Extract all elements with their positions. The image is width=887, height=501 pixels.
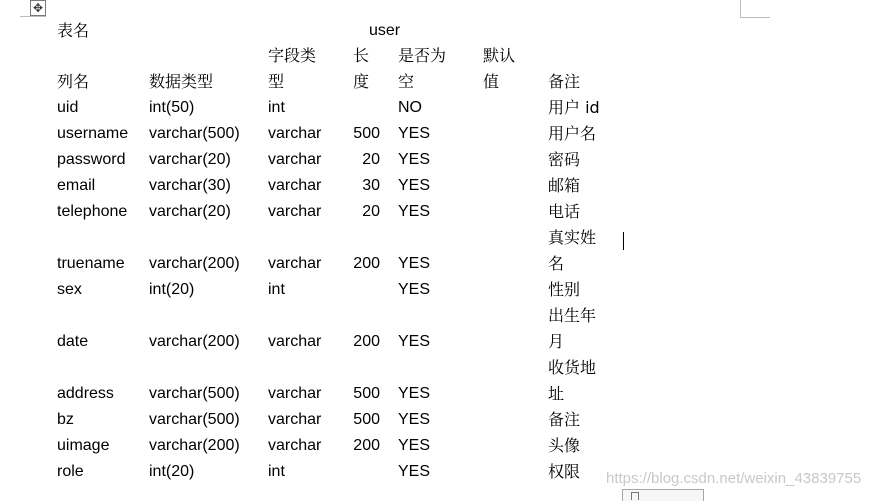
cell-length: 500 bbox=[353, 411, 380, 428]
cell-note: 用户名 bbox=[548, 124, 597, 143]
cell-column-name: role bbox=[57, 463, 84, 480]
cell-nullable: YES bbox=[398, 385, 431, 402]
cell-note-continued: 址 bbox=[548, 384, 565, 403]
cell-datatype: varchar(200) bbox=[149, 333, 240, 350]
cell-datatype: varchar(500) bbox=[149, 125, 240, 142]
cell-note: 性别 bbox=[548, 280, 581, 299]
cell-column-name: email bbox=[57, 177, 96, 194]
cell-nullable: YES bbox=[398, 281, 431, 298]
cell-nullable: YES bbox=[398, 463, 431, 480]
cell-note: 邮箱 bbox=[548, 176, 581, 195]
cell-nullable: NO bbox=[398, 99, 422, 116]
header-nullable-line1: 是否为 bbox=[398, 46, 447, 65]
table-name-label: 表名 bbox=[57, 21, 90, 40]
cell-column-name: username bbox=[57, 125, 129, 142]
cell-fieldtype: varchar bbox=[268, 203, 322, 220]
cell-datatype: varchar(30) bbox=[149, 177, 231, 194]
page-margin-marker bbox=[740, 0, 741, 17]
cell-datatype: int(50) bbox=[149, 99, 195, 116]
cell-datatype: varchar(500) bbox=[149, 385, 240, 402]
header-default-line2: 值 bbox=[483, 72, 500, 91]
cell-fieldtype: int bbox=[268, 463, 285, 480]
cell-datatype: varchar(500) bbox=[149, 411, 240, 428]
cell-fieldtype: varchar bbox=[268, 177, 322, 194]
cell-note: 密码 bbox=[548, 150, 581, 169]
cell-fieldtype: varchar bbox=[268, 125, 322, 142]
header-nullable-line2: 空 bbox=[398, 72, 415, 91]
cell-note: 真实姓 bbox=[548, 228, 597, 247]
cell-fieldtype: varchar bbox=[268, 437, 322, 454]
cell-fieldtype: int bbox=[268, 99, 285, 116]
cell-note: 用户 id bbox=[548, 98, 600, 117]
cell-note: 权限 bbox=[548, 462, 581, 481]
cell-note: 电话 bbox=[548, 202, 581, 221]
paste-options-icon[interactable] bbox=[622, 489, 704, 501]
cell-column-name: bz bbox=[57, 411, 74, 428]
cell-column-name: uid bbox=[57, 99, 79, 116]
cell-length: 500 bbox=[353, 385, 380, 402]
cell-nullable: YES bbox=[398, 333, 431, 350]
cell-fieldtype: varchar bbox=[268, 333, 322, 350]
cell-nullable: YES bbox=[398, 125, 431, 142]
cell-nullable: YES bbox=[398, 177, 431, 194]
header-datatype: 数据类型 bbox=[149, 72, 214, 91]
header-note: 备注 bbox=[548, 72, 581, 91]
cell-fieldtype: varchar bbox=[268, 411, 322, 428]
cell-nullable: YES bbox=[398, 437, 431, 454]
cell-column-name: sex bbox=[57, 281, 82, 298]
cell-column-name: telephone bbox=[57, 203, 128, 220]
cell-column-name: uimage bbox=[57, 437, 110, 454]
cell-fieldtype: int bbox=[268, 281, 285, 298]
table-move-handle-icon[interactable]: ✥ bbox=[30, 0, 46, 16]
cell-length: 200 bbox=[353, 437, 380, 454]
cell-note: 头像 bbox=[548, 436, 581, 455]
cell-note: 收货地 bbox=[548, 358, 597, 377]
table-name-value: user bbox=[369, 22, 401, 39]
cell-fieldtype: varchar bbox=[268, 255, 322, 272]
cell-length: 20 bbox=[362, 203, 380, 220]
cell-fieldtype: varchar bbox=[268, 385, 322, 402]
cell-datatype: varchar(200) bbox=[149, 255, 240, 272]
cell-column-name: date bbox=[57, 333, 89, 350]
cell-column-name: address bbox=[57, 385, 114, 402]
cell-datatype: int(20) bbox=[149, 281, 195, 298]
cell-datatype: int(20) bbox=[149, 463, 195, 480]
header-fieldtype-line1: 字段类 bbox=[268, 46, 317, 65]
header-length-line1: 长 bbox=[353, 46, 370, 65]
cell-datatype: varchar(20) bbox=[149, 151, 231, 168]
cell-nullable: YES bbox=[398, 255, 431, 272]
cell-column-name: truename bbox=[57, 255, 125, 272]
cell-note-continued: 名 bbox=[548, 254, 565, 273]
cell-nullable: YES bbox=[398, 203, 431, 220]
cell-note-continued: 月 bbox=[548, 332, 565, 351]
watermark-text: https://blog.csdn.net/weixin_43839755 bbox=[606, 470, 862, 487]
text-cursor bbox=[623, 232, 624, 250]
cell-nullable: YES bbox=[398, 151, 431, 168]
cell-note: 出生年 bbox=[548, 306, 597, 325]
cell-datatype: varchar(20) bbox=[149, 203, 231, 220]
header-length-line2: 度 bbox=[353, 72, 370, 91]
cell-note: 备注 bbox=[548, 410, 581, 429]
page-margin-marker bbox=[740, 17, 770, 18]
cell-length: 200 bbox=[353, 255, 380, 272]
cell-fieldtype: varchar bbox=[268, 151, 322, 168]
cell-length: 20 bbox=[362, 151, 380, 168]
header-fieldtype-line2: 型 bbox=[268, 72, 285, 91]
cell-datatype: varchar(200) bbox=[149, 437, 240, 454]
cell-length: 500 bbox=[353, 125, 380, 142]
cell-nullable: YES bbox=[398, 411, 431, 428]
cell-length: 200 bbox=[353, 333, 380, 350]
table-corner-marker bbox=[20, 16, 46, 17]
header-default-line1: 默认 bbox=[483, 46, 516, 65]
header-name: 列名 bbox=[57, 72, 90, 91]
cell-column-name: password bbox=[57, 151, 126, 168]
cell-length: 30 bbox=[362, 177, 380, 194]
